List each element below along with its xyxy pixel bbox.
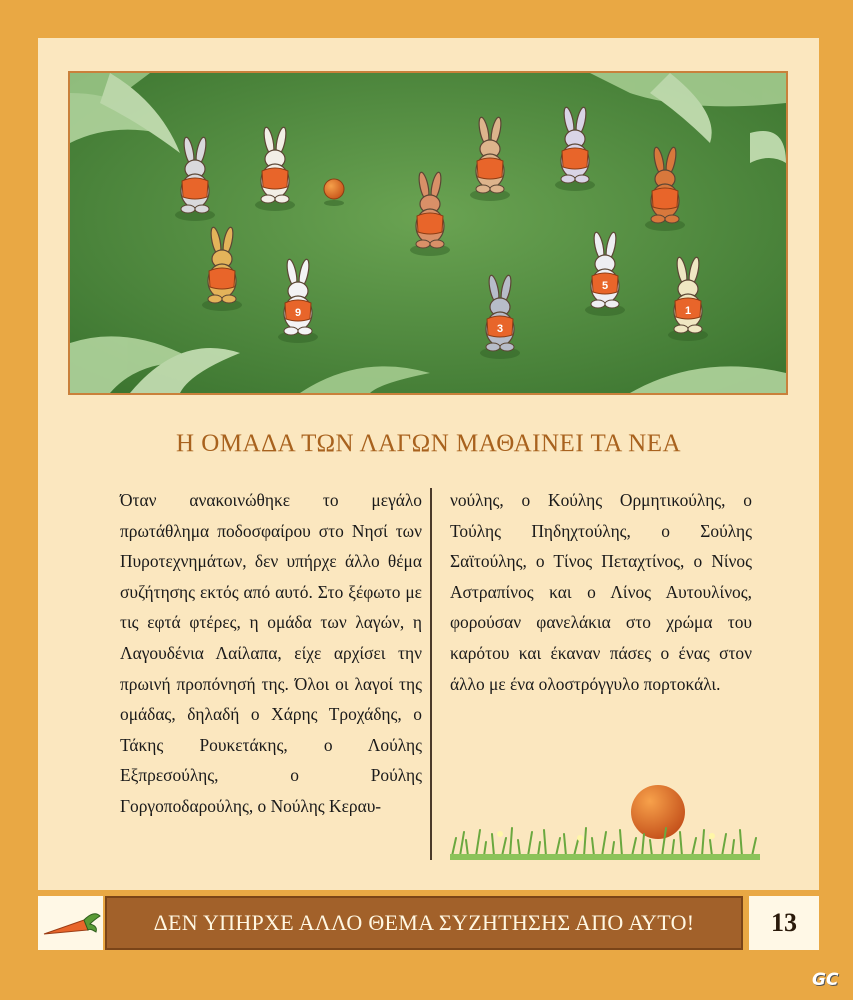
rabbits-football-illustration xyxy=(68,71,788,395)
carrot-icon xyxy=(38,896,103,950)
story-text-right-column: νούλης, ο Κούλης Ορμητικούλης, ο Τούλης Πηδηχτούλης, ο Σούλης Σαϊτούλης, ο Τίνος Πεταχτίνος, ο Νίνος Αστραπίνος και ο Λίνος Αυτουλίνος, φορούσαν φανελάκια στο χρώμα του καρότου και έκαναν πάσες ο ένας στον άλλο με ένα ολοστρόγγυλο πορτοκάλι. xyxy=(450,490,752,694)
jersey-number-1: 1 xyxy=(684,305,692,317)
column-divider xyxy=(430,488,432,860)
jersey-number-9: 9 xyxy=(294,307,302,319)
page-number: 13 xyxy=(749,896,819,950)
orange-on-grass-illustration xyxy=(450,782,760,862)
jersey-number-5: 5 xyxy=(601,280,609,292)
footer-banner: ΔΕΝ ΥΠΗΡΧΕ ΑΛΛΟ ΘΕΜΑ ΣΥΖΗΤΗΣΗΣ ΑΠΟ ΑΥΤΟ! xyxy=(105,896,743,950)
watermark-logo: GC xyxy=(812,970,839,990)
book-page xyxy=(38,38,819,890)
story-text-left-column: Όταν ανακοινώθηκε το μεγάλο πρωτάθλημα ποδοσφαίρου στο Νησί των Πυροτεχνημάτων, δεν υπήρχε άλλο θέμα συζήτησης εκτός από αυτό. Στο ξέφωτο με τις εφτά φτέρες, η ομάδα των λαγών, η Λαγουδένια Λαίλαπα, είχε αρχίσει την πρωινή προπόνησή της. Όλοι οι λαγοί της ομάδας, δηλαδή ο Χάρης Τροχάδης, ο Τάκης Ρουκετάκης, ο Λούλης Εξπρεσούλης, ο Ρούλης Γοργοποδαρούλης, ο Νούλης Κεραυ- xyxy=(120,490,422,816)
jersey-number-3: 3 xyxy=(496,323,504,335)
page-title: Η ΟΜΑΔΑ ΤΩΝ ΛΑΓΩΝ ΜΑΘΑΙΝΕΙ ΤΑ ΝΕΑ xyxy=(175,430,682,457)
